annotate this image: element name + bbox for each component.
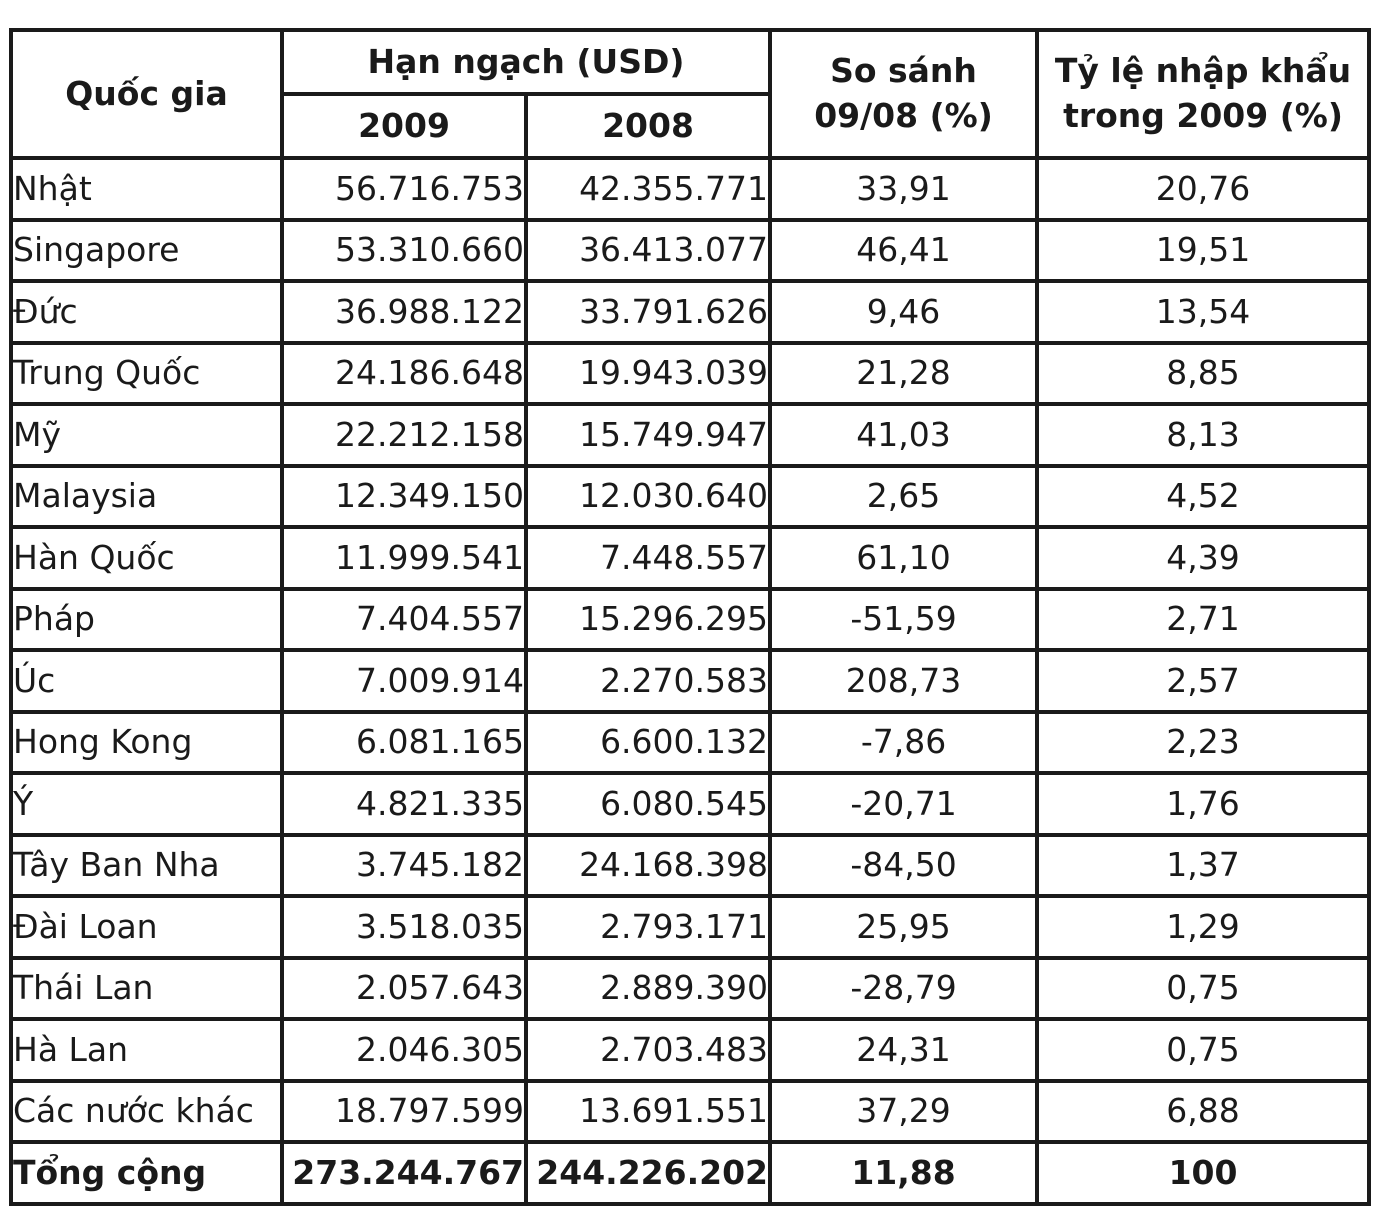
cell-compare: 24,31 [770, 1019, 1037, 1081]
cell-compare: -7,86 [770, 712, 1037, 774]
cell-country: Hà Lan [11, 1019, 282, 1081]
cell-quota-2008: 2.703.483 [526, 1019, 770, 1081]
table-row [11, 281, 1369, 343]
cell-quota-2008: 6.080.545 [526, 773, 770, 835]
cell-compare: -51,59 [770, 589, 1037, 651]
table-row [11, 220, 1369, 282]
cell-quota-2009: 36.988.122 [282, 281, 526, 343]
header-country: Quốc gia [11, 30, 282, 158]
header-compare-line2: 09/08 (%) [814, 96, 993, 135]
cell-country: Đài Loan [11, 896, 282, 958]
cell-ratio: 100 [1037, 1142, 1369, 1204]
cell-quota-2009: 3.518.035 [282, 896, 526, 958]
cell-compare: 208,73 [770, 650, 1037, 712]
table-row [11, 712, 1369, 774]
cell-quota-2008: 15.749.947 [526, 404, 770, 466]
cell-compare: 41,03 [770, 404, 1037, 466]
cell-compare: 11,88 [770, 1142, 1037, 1204]
table-row [11, 466, 1369, 528]
table-row [11, 404, 1369, 466]
cell-quota-2008: 244.226.202 [526, 1142, 770, 1204]
header-year-2008: 2008 [526, 94, 770, 158]
cell-compare: -28,79 [770, 958, 1037, 1020]
cell-ratio: 19,51 [1037, 220, 1369, 282]
cell-ratio: 8,13 [1037, 404, 1369, 466]
cell-quota-2009: 3.745.182 [282, 835, 526, 897]
header-year-2009: 2009 [282, 94, 526, 158]
table-row [11, 158, 1369, 220]
header-compare [770, 30, 1037, 158]
cell-quota-2009: 7.404.557 [282, 589, 526, 651]
cell-ratio: 1,37 [1037, 835, 1369, 897]
cell-country: Malaysia [11, 466, 282, 528]
cell-country: Tây Ban Nha [11, 835, 282, 897]
cell-ratio: 1,76 [1037, 773, 1369, 835]
import-quota-table [9, 28, 1371, 1206]
table-row [11, 896, 1369, 958]
cell-ratio: 0,75 [1037, 958, 1369, 1020]
cell-quota-2008: 2.270.583 [526, 650, 770, 712]
header-ratio [1037, 30, 1369, 158]
cell-quota-2009: 7.009.914 [282, 650, 526, 712]
cell-quota-2009: 18.797.599 [282, 1081, 526, 1143]
cell-compare: 46,41 [770, 220, 1037, 282]
cell-country: Thái Lan [11, 958, 282, 1020]
cell-ratio: 6,88 [1037, 1081, 1369, 1143]
cell-ratio: 13,54 [1037, 281, 1369, 343]
table-row [11, 343, 1369, 405]
cell-ratio: 20,76 [1037, 158, 1369, 220]
cell-quota-2008: 36.413.077 [526, 220, 770, 282]
cell-compare: -84,50 [770, 835, 1037, 897]
cell-ratio: 2,57 [1037, 650, 1369, 712]
cell-country: Đức [11, 281, 282, 343]
cell-quota-2008: 13.691.551 [526, 1081, 770, 1143]
cell-compare: 21,28 [770, 343, 1037, 405]
cell-quota-2009: 2.046.305 [282, 1019, 526, 1081]
cell-quota-2008: 7.448.557 [526, 527, 770, 589]
table-row [11, 589, 1369, 651]
cell-quota-2008: 15.296.295 [526, 589, 770, 651]
cell-compare: 33,91 [770, 158, 1037, 220]
header-ratio-line2: trong 2009 (%) [1063, 96, 1343, 135]
cell-ratio: 2,71 [1037, 589, 1369, 651]
cell-country: Singapore [11, 220, 282, 282]
header-compare-line1: So sánh [830, 51, 977, 91]
cell-quota-2009: 2.057.643 [282, 958, 526, 1020]
cell-quota-2009: 22.212.158 [282, 404, 526, 466]
cell-quota-2008: 24.168.398 [526, 835, 770, 897]
cell-quota-2008: 42.355.771 [526, 158, 770, 220]
cell-country: Nhật [11, 158, 282, 220]
cell-ratio: 4,39 [1037, 527, 1369, 589]
table-row [11, 650, 1369, 712]
cell-quota-2009: 53.310.660 [282, 220, 526, 282]
cell-country: Trung Quốc [11, 343, 282, 405]
table-row [11, 527, 1369, 589]
cell-ratio: 4,52 [1037, 466, 1369, 528]
cell-quota-2008: 2.793.171 [526, 896, 770, 958]
cell-country: Hàn Quốc [11, 527, 282, 589]
total-row [11, 1142, 1369, 1204]
cell-compare: 61,10 [770, 527, 1037, 589]
cell-quota-2009: 12.349.150 [282, 466, 526, 528]
table-row [11, 1081, 1369, 1143]
cell-country: Ý [11, 773, 282, 835]
cell-country: Các nước khác [11, 1081, 282, 1143]
cell-compare: -20,71 [770, 773, 1037, 835]
cell-quota-2008: 19.943.039 [526, 343, 770, 405]
cell-quota-2008: 12.030.640 [526, 466, 770, 528]
cell-compare: 37,29 [770, 1081, 1037, 1143]
cell-country: Úc [11, 650, 282, 712]
cell-ratio: 2,23 [1037, 712, 1369, 774]
cell-quota-2009: 4.821.335 [282, 773, 526, 835]
cell-quota-2009: 6.081.165 [282, 712, 526, 774]
cell-compare: 2,65 [770, 466, 1037, 528]
cell-quota-2009: 11.999.541 [282, 527, 526, 589]
cell-country: Hong Kong [11, 712, 282, 774]
cell-country: Pháp [11, 589, 282, 651]
table-row [11, 835, 1369, 897]
cell-quota-2009: 56.716.753 [282, 158, 526, 220]
cell-country: Tổng cộng [11, 1142, 282, 1204]
cell-quota-2009: 24.186.648 [282, 343, 526, 405]
cell-quota-2008: 2.889.390 [526, 958, 770, 1020]
table-header [11, 30, 1369, 158]
table-row [11, 773, 1369, 835]
cell-quota-2008: 6.600.132 [526, 712, 770, 774]
cell-quota-2008: 33.791.626 [526, 281, 770, 343]
table-row [11, 958, 1369, 1020]
table-row [11, 1019, 1369, 1081]
cell-compare: 25,95 [770, 896, 1037, 958]
header-ratio-line1: Tỷ lệ nhập khẩu [1054, 51, 1352, 91]
cell-ratio: 8,85 [1037, 343, 1369, 405]
cell-quota-2009: 273.244.767 [282, 1142, 526, 1204]
cell-ratio: 0,75 [1037, 1019, 1369, 1081]
table-body [11, 158, 1369, 1204]
header-quota: Hạn ngạch (USD) [282, 30, 770, 94]
cell-ratio: 1,29 [1037, 896, 1369, 958]
cell-compare: 9,46 [770, 281, 1037, 343]
cell-country: Mỹ [11, 404, 282, 466]
